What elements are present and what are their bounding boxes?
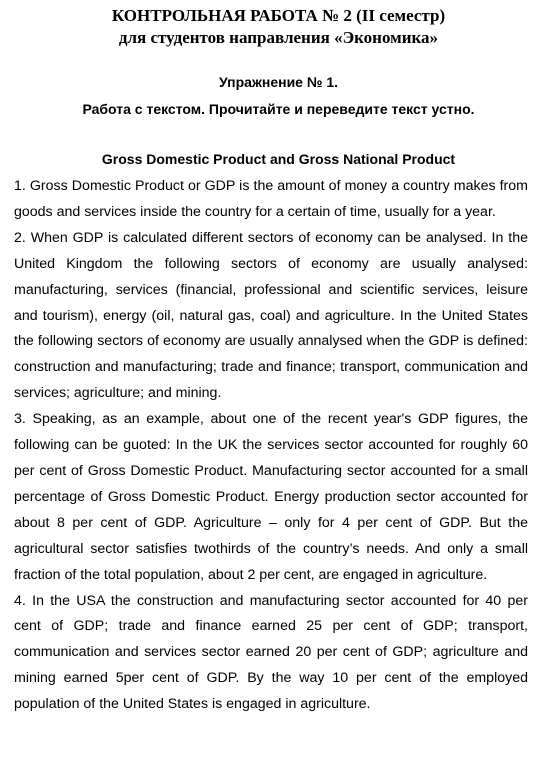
document-heading: КОНТРОЛЬНАЯ РАБОТА № 2 (II семестр) [111, 6, 446, 25]
paragraph-1: 1. Gross Domestic Product or GDP is the amount of money a country makes from goods and services inside the country for a certain of time, usually for a year. [14, 178, 528, 220]
paragraph-3: 3. Speaking, as an example, about one of the recent year's GDP figures, the following can be guoted: In the UK the services sector accounted for roughly 60 per cent of Gross Domestic Product. Manufacturing sector accounted for a small percentage of Gross Domestic Product. Energy production sector accounted for about 8 per cent of GDP. Agriculture – only for 4 per cent of GDP. But the agricultural sector satisfies twothirds of the country’s needs. And only a small fraction of the total population, about 2 per cent, are engaged in agriculture. [14, 411, 528, 583]
document-subheading: для студентов направления «Экономика» [118, 28, 439, 47]
exercise-number: Упражнение № 1. [218, 74, 339, 90]
text-body [14, 174, 528, 718]
text-title: Gross Domestic Product and Gross National Product [101, 151, 456, 167]
paragraph-2: 2. When GDP is calculated different sectors of economy can be analysed. In the United Kingdom the following sectors of economy are usually analysed: manufacturing, services (financial, professional and scientific services, leisure and tourism), energy (oil, natural gas, coal) and agriculture. In the United States the following sectors of economy are usually annalysed when the GDP is defined: construction and manufacturing; trade and finance; transport, communication and services; agriculture; and mining. [14, 229, 528, 402]
exercise-instruction: Работа с текстом. Прочитайте и переведите текст устно. [82, 101, 475, 117]
paragraph-4: 4. In the USA the construction and manufacturing sector accounted for 40 per cent of GDP; trade and finance earned 25 per cent of GDP; transport, communication and services sector earned 20 per cent of GDP; agriculture and mining earned 5per cent of GDP. By the way 10 per cent of the employed population of the United States is engaged in agriculture. [14, 592, 528, 713]
